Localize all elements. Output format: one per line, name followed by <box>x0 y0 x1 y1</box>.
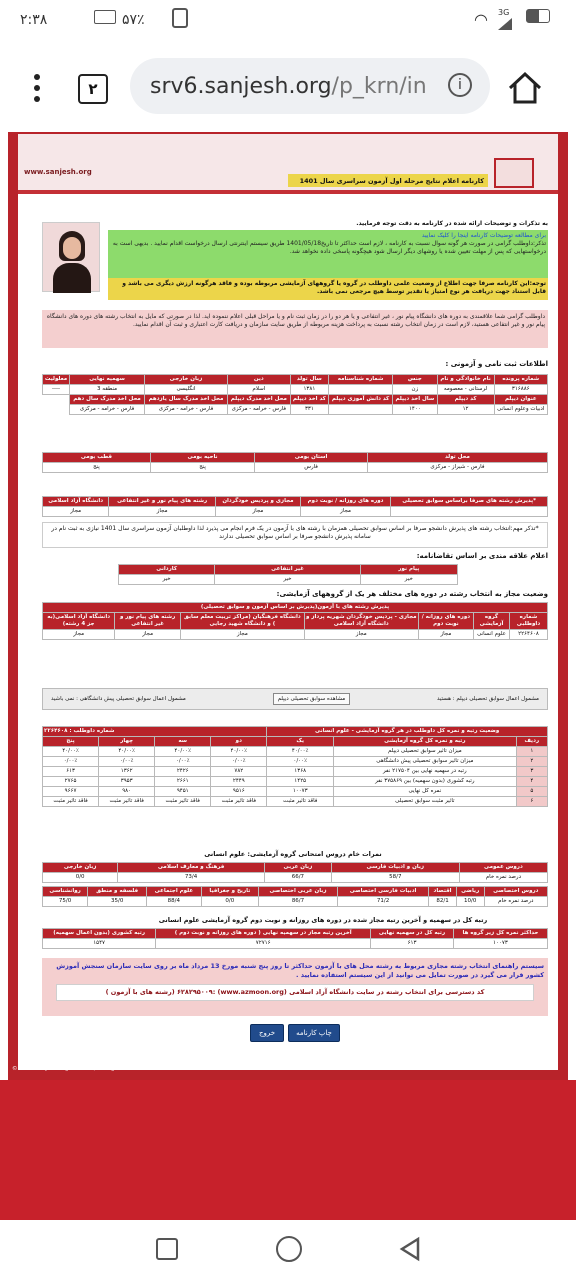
table-cell: 66/7 <box>264 873 331 883</box>
table-cell: پنج <box>43 463 151 473</box>
table-cell: ۲۴۴۹ <box>211 777 267 787</box>
column-header: محل تولد <box>367 453 547 463</box>
access-code: کد دسترسی برای انتخاب رشته در سایت دانشگاه آزاد اسلامی (www.azmoon.org) :۶۲۸۲۹۵۰۰۹ (رشته های با آزمون ) <box>56 984 534 1001</box>
table-cell: فاقد تاثیر مثبت <box>155 797 211 807</box>
column-header: کد دیپلم <box>437 395 494 405</box>
column-header: دانشگاه آزاد اسلامی <box>43 497 109 507</box>
table-cell: علوم انسانی <box>474 630 510 640</box>
table-cell <box>329 405 393 415</box>
column-header: نام خانوادگی و نام <box>437 375 494 385</box>
column-header: مجازی - پردیس خودگردان شهریه پرداز و دانشگاه آزاد اسلامی <box>304 613 418 630</box>
column-header: روانشناسی <box>43 887 88 897</box>
column-header: معلولیت <box>43 375 70 385</box>
admission-note: *تذکر مهم:انتخاب رشته های پذیرش دانشجو صرفا بر اساس سوابق تحصیلی همزمان با رشته های با آزمون در یک فرم انجام می پذیرد لذا داوطلبان آزمون سراسری سال 1401 نیازی به ثبت نام در سامانه پذیرش دانشجو صرفا بر اساس سوابق تحصیلی ندارند <box>42 522 548 548</box>
column-header: دانشگاه فرهنگیان (مراکز تربیت معلم سابق ) و دانشگاه شهید رجایی <box>180 613 304 630</box>
exit-button[interactable]: خروج <box>250 1024 284 1042</box>
column-header: پنج <box>43 737 99 747</box>
column-header: تاریخ و جغرافیا <box>201 887 259 897</box>
table-cell: رتبه کشوری (بدون سهمیه) بین ۳۷۵۸۶۹ نفر <box>334 777 517 787</box>
column-header: شماره پرونده <box>494 375 547 385</box>
table-cell: ۱ <box>516 747 547 757</box>
column-header: یک <box>267 737 334 747</box>
table-cell: مجاز <box>418 630 473 640</box>
column-header: فرهنگ و معارف اسلامی <box>118 863 265 873</box>
table-cell: 0/0 <box>43 873 118 883</box>
url-host: srv6.sanjesh.org <box>150 73 332 99</box>
column-header: سال اخذ دیپلم <box>393 395 437 405</box>
table-cell: ۰/۰۰٪ <box>155 757 211 767</box>
general-scores-table <box>42 862 548 883</box>
birthplace-table <box>42 452 548 473</box>
table-cell: ۳ <box>516 767 547 777</box>
table-cell: ۱۰۰۷۳ <box>267 787 334 797</box>
column-header: سه <box>155 737 211 747</box>
table-cell: مجاز <box>215 507 300 517</box>
explanation-link[interactable]: برای مطالعه توضیحات کارنامه اینجا را کلیک نمایید <box>421 232 546 239</box>
table-cell: مجاز <box>43 507 109 517</box>
table-cell: ۵ <box>516 787 547 797</box>
table-cell: ۹۸۰ <box>99 787 155 797</box>
column-header: حداکثر نمره کل زیر گروه ها <box>453 929 547 939</box>
table-cell: مجاز <box>43 630 115 640</box>
table-cell: منطقه 3 <box>70 385 145 395</box>
table-cell: 71/2 <box>337 897 428 907</box>
notice-warning: توجه:این کارنامه صرفا جهت اطلاع از وضعیت علمی داوطلب در گروه یا گروههای آزمایشی مربوطه بوده و فاقد هرگونه ارزش دیگری می باشد و قابل استناد جهت دریافت هر نوع امتیاز یا تقدیر توسط هیچ مرجعی نمی باشد. <box>108 278 548 300</box>
table-cell: فاقد تاثیر مثبت <box>211 797 267 807</box>
table-cell: ۳۳۱ <box>290 405 328 415</box>
column-header: دانشگاه آزاد اسلامی(به جز 4 رشته) <box>43 613 115 630</box>
column-header: رتبه کل در سهمیه نهایی <box>371 929 454 939</box>
column-header: ردیف <box>516 737 547 747</box>
table-cell: 58/7 <box>331 873 459 883</box>
column-header: زبان عربی اختصاصی <box>259 887 338 897</box>
final-rank-title: رتبه کل در سهمیه و آخرین رتبه مجاز شده در دوره های روزانه و نوبت دوم گروه آزمایشی علوم انسانی <box>158 916 488 924</box>
table-cell: 75/0 <box>43 897 88 907</box>
wifi-icon: ◠ <box>474 10 488 29</box>
column-header: محل اخذ مدرک سال یازدهم <box>145 395 228 405</box>
table-cell: ۶ <box>516 797 547 807</box>
column-header: دو <box>211 737 267 747</box>
home-icon[interactable] <box>506 70 544 106</box>
site-header <box>18 134 558 194</box>
table-row <box>43 747 548 757</box>
table-row <box>43 767 548 777</box>
table-cell: ۴۰/۰۰٪ <box>99 747 155 757</box>
allowed-section-title: وضعیت مجاز به انتخاب رشته در دوره های مختلف هر یک از گروههای آزمایشی: <box>276 590 548 598</box>
table-cell: 82/1 <box>429 897 457 907</box>
admission-table <box>42 496 548 517</box>
final-rank-table <box>42 928 548 949</box>
site-link[interactable]: www.sanjesh.org <box>24 168 92 176</box>
table-cell: ۳۹۵۳ <box>99 777 155 787</box>
column-header: دروس عمومی <box>459 863 547 873</box>
column-header: دوره های روزانه / نوبت دوم <box>300 497 390 507</box>
column-header: دین <box>227 375 290 385</box>
column-header: عنوان دیپلم <box>494 395 547 405</box>
table-row <box>43 787 548 797</box>
menu-icon[interactable] <box>34 74 40 102</box>
column-header: محل اخذ مدرک دیپلم <box>227 395 290 405</box>
table-cell: ۰/۰۰٪ <box>211 757 267 767</box>
allowed-top-header: پذیرش رشته های با آزمون(پذیرش بر اساس آزمون و سوابق تحصیلی) <box>43 603 548 613</box>
column-header: زبان عربی <box>264 863 331 873</box>
tab-count-button[interactable]: ۲ <box>78 74 108 104</box>
recent-apps-icon[interactable] <box>156 1238 178 1260</box>
table-cell: 86/7 <box>259 897 338 907</box>
column-header: ناحیه بومی <box>150 453 254 463</box>
table-cell: مجاز <box>180 630 304 640</box>
column-header: گروه آزمایشی <box>474 613 510 630</box>
view-diploma-button[interactable]: مشاهده سوابق تحصیلی دیپلم <box>273 693 351 705</box>
table-cell: درصد نمره خام <box>484 897 547 907</box>
table-cell: میزان تاثیر سوابق تحصیلی دیپلم <box>334 747 517 757</box>
table-cell: 10/0 <box>456 897 484 907</box>
column-header: کد دانش آموزی دیپلم <box>329 395 393 405</box>
table-cell: ۳۱۶۸۸۶ <box>494 385 547 395</box>
table-cell: ---- <box>43 385 70 395</box>
table-cell: ۹۶۶۷ <box>43 787 99 797</box>
table-cell: زن <box>393 385 437 395</box>
webpage <box>0 132 576 1080</box>
table-cell: ادبیات وعلوم انسانی <box>494 405 547 415</box>
column-header: علوم اجتماعی <box>147 887 202 897</box>
column-header: سهمیه نهایی <box>70 375 145 385</box>
table-cell: ۲۶۶۱ <box>155 777 211 787</box>
status-bar <box>0 0 576 40</box>
table-cell: 88/4 <box>147 897 202 907</box>
table-cell <box>391 507 548 517</box>
table-row <box>43 797 548 807</box>
column-header: فلسفه و منطق <box>88 887 147 897</box>
table-cell: ۶۱۳ <box>371 939 454 949</box>
table-cell: ۴۰/۰۰٪ <box>267 747 334 757</box>
column-header: قطب بومی <box>43 453 151 463</box>
battery-level: ۵۷٪ <box>122 12 145 28</box>
table-cell: ۶۱۳ <box>43 767 99 777</box>
page-frame <box>8 132 568 1080</box>
table-cell: ۰/۰۰٪ <box>267 757 334 767</box>
table-cell: خیر <box>215 575 360 585</box>
table-cell: ۱۵۴۷ <box>43 939 156 949</box>
table-cell: ۱۴۰۰ <box>393 405 437 415</box>
table-cell: پنج <box>150 463 254 473</box>
interest-table <box>118 564 458 585</box>
diploma-box <box>42 688 548 710</box>
gallery-icon <box>94 10 116 24</box>
table-cell: مجاز <box>109 507 216 517</box>
table-cell: 0/0 <box>201 897 259 907</box>
table-cell: 73/4 <box>118 873 265 883</box>
table-cell: مجاز <box>300 507 390 517</box>
column-header: کد اخذ دیپلم <box>290 395 328 405</box>
table-cell: ۷۸۲ <box>211 767 267 777</box>
table-cell: فارس <box>255 463 368 473</box>
signal-icon <box>498 18 512 30</box>
column-header: رشته های پیام نور و غیر انتفاعی <box>115 613 181 630</box>
column-header: استان بومی <box>255 453 368 463</box>
rank-table <box>42 726 548 807</box>
table-cell: ۲ <box>516 757 547 767</box>
table-cell: خیر <box>360 575 457 585</box>
copyright: © 2022 Sanjesh Organization, All Right Reserved <box>12 1066 148 1072</box>
registration-section-title: اطلاعات ثبت نامی و آزمونی : <box>445 360 548 368</box>
page-title: کارنامه اعلام نتایج مرحله اول آزمون سراسری سال 1401 <box>288 174 488 187</box>
candidate-photo <box>42 222 100 292</box>
table-cell: 35/0 <box>88 897 147 907</box>
table-cell: اسلام <box>227 385 290 395</box>
column-header: آخرین رتبه مجاز در سهمیه نهایی ( دوره های روزانه و نوبت دوم ) <box>156 929 371 939</box>
registration-table <box>42 374 548 415</box>
column-header: سال تولد <box>290 375 328 385</box>
column-header: *پذیرش رشته های صرفا براساس سوابق تحصیلی <box>391 497 548 507</box>
nfc-icon <box>172 8 188 28</box>
table-cell: مجاز <box>115 630 181 640</box>
column-header: مجازی و پردیس خودگردان <box>215 497 300 507</box>
column-header: رتبه کشوری (بدون اعمال سهمیه) <box>43 929 156 939</box>
table-cell: ۰/۰۰٪ <box>99 757 155 767</box>
column-header: ادبیات فارسی اختصاصی <box>337 887 428 897</box>
address-bar[interactable] <box>130 58 490 114</box>
table-cell: فاقد تاثیر مثبت <box>43 797 99 807</box>
sanjesh-logo <box>494 158 534 188</box>
table-row <box>43 777 548 787</box>
rank-title: وضعیت رتبه و نمره کل داوطلب در هر گروه آزمایشی - علوم انسانی <box>267 727 548 737</box>
table-cell: ۱۴۲۵ <box>267 777 334 787</box>
back-icon[interactable] <box>398 1236 422 1262</box>
column-header: غیر انتفاعی <box>215 565 360 575</box>
table-cell: ۴ <box>516 777 547 787</box>
report-card <box>18 134 558 1070</box>
raw-scores-title: نمرات خام دروس امتحانی گروه آزمایشی: علوم انسانی <box>204 850 382 858</box>
table-cell: میزان تاثیر سوابق تحصیلی پیش دانشگاهی <box>334 757 517 767</box>
browser-toolbar <box>0 40 576 130</box>
pre-university-status: مشمول اعمال سوابق تحصیلی پیش دانشگاهی : نمی باشید <box>51 696 186 702</box>
column-header: دوره های روزانه / نوبت دوم <box>418 613 473 630</box>
table-cell: ۱۲ <box>437 405 494 415</box>
column-header: شماره شناسنامه <box>329 375 393 385</box>
interest-section-title: اعلام علاقه مندی بر اساس تقاضانامه: <box>416 552 548 560</box>
navigation-bar <box>0 1220 576 1280</box>
column-header: چهار <box>99 737 155 747</box>
column-header: زبان و ادبیات فارسی <box>331 863 459 873</box>
column-header: پیام نور <box>360 565 457 575</box>
print-button[interactable]: چاپ کارنامه <box>288 1024 340 1042</box>
column-header: دروس اختصاصی <box>484 887 547 897</box>
table-cell: ۱۳۶۸ <box>267 767 334 777</box>
table-cell: فاقد تاثیر مثبت <box>99 797 155 807</box>
table-cell: رتبه در سهمیه نهایی بین ۲۱۷۵۰۴ نفر <box>334 767 517 777</box>
table-cell: تاثیر مثبت سوابق تحصیلی <box>334 797 517 807</box>
network-type: 3G <box>498 8 510 17</box>
specialized-scores-table <box>42 886 548 907</box>
table-cell: ۹۵۱۶ <box>211 787 267 797</box>
table-cell: مجاز <box>304 630 418 640</box>
table-cell <box>329 385 393 395</box>
info-icon[interactable]: i <box>448 73 472 97</box>
table-cell: فارس - خرامه - مرکزی <box>227 405 290 415</box>
diploma-status: مشمول اعمال سوابق تحصیلی دیپلم : هستید <box>436 696 539 702</box>
url-path: /p_krn/in <box>331 73 427 99</box>
table-cell: ۷۲۷۱۶ <box>156 939 371 949</box>
table-cell: ۲۴۲۶ <box>155 767 211 777</box>
clock: ۲:۳۸ <box>20 12 48 28</box>
column-header: رتبه و نمره کل گروه آزمایشی <box>334 737 517 747</box>
table-cell: فارس - شیراز - مرکزی <box>367 463 547 473</box>
notice-heading: به تذکرات و توضیحات ارائه شده در کارنامه به دقت توجه فرمایید. <box>356 220 548 227</box>
column-header: ریاضی <box>456 887 484 897</box>
guide-box <box>42 958 548 1016</box>
table-cell: ۴۰/۰۰٪ <box>211 747 267 757</box>
table-cell: فارس - خرامه - مرکزی <box>70 405 145 415</box>
notice-green <box>108 230 548 278</box>
column-header: زبان خارجی <box>145 375 228 385</box>
table-cell: فاقد تاثیر مثبت <box>267 797 334 807</box>
table-cell: ۲۷۶۵ <box>43 777 99 787</box>
table-cell: نمره کل نهایی <box>334 787 517 797</box>
table-cell: ۱۳۶۲ <box>99 767 155 777</box>
column-header: رشته های پیام نور و غیر انتفاعی <box>109 497 216 507</box>
table-cell: فارس - خرامه - مرکزی <box>145 405 228 415</box>
guide-text: سیستم راهنمای انتخاب رشته مجازی مربوط به رشته محل های با آزمون حداکثر تا روز پنج شنبه مورخ 13 مرداد ماه بر روی سایت سازمان سنجش آموزش کشور قرار می گیرد در صورت تمایل می توانید از این سیستم استفاده نمایید . <box>56 962 544 979</box>
table-cell: ۴۰/۰۰٪ <box>43 747 99 757</box>
table-cell: ۱۳۸۱ <box>290 385 328 395</box>
home-nav-icon[interactable] <box>276 1236 302 1262</box>
column-header: اقتصاد <box>429 887 457 897</box>
table-cell: ۴۰/۰۰٪ <box>155 747 211 757</box>
table-cell: لرستانی - معصومه <box>437 385 494 395</box>
table-cell: درصد نمره خام <box>459 873 547 883</box>
table-cell: خیر <box>119 575 215 585</box>
column-header: زبان خارجی <box>43 863 118 873</box>
table-cell: ۰/۰۰٪ <box>43 757 99 767</box>
battery-icon <box>526 9 550 23</box>
column-header: شماره داوطلبی <box>509 613 547 630</box>
column-header: محل اخذ مدرک سال دهم <box>70 395 145 405</box>
table-cell: ۱۰۰۷۳ <box>453 939 547 949</box>
column-header: جنس <box>393 375 437 385</box>
notice-reminder: تذکر:داوطلب گرامی در صورت هر گونه سوال نسبت به کارنامه ، لازم است حداکثر تا تاریخ1401/05/18 طریق سیستم اینترنتی ارسال درخواست اقدام نمایید . بدیهی است به درخواستهایی که پس از مهلت تعیین شده یا روشهای دیگر ارسال شود هیچگونه پاسخی داده نخواهد شد. <box>112 240 546 255</box>
table-cell: ۲۲۶۴۶۰۸ <box>509 630 547 640</box>
candidate-number: شماره داوطلب : ۲۲۶۴۶۰۸ <box>43 727 267 737</box>
table-row <box>43 757 548 767</box>
pink-notice: داوطلب گرامی شما علاقمندی به دوره های دانشگاه پیام نور ، غیر انتفاعی و یا هر دو را در زمان ثبت نام و یا مراحل قبلی اعلام ننموده اید. لذا در صورتی که مایل به انتخاب رشته های دوره های دانشگاه پیام نور و غیر انتفاعی هستید، لازم است در زمان انتخاب رشته نسبت به پرداخت هزینه مربوطه از طریق سایت سازمان و دریافت کارت اعتباری و ثبت آن اقدام نمایید. <box>42 310 548 348</box>
table-cell: انگلیسی <box>145 385 228 395</box>
column-header: کاردانی <box>119 565 215 575</box>
table-cell: ۹۴۵۱ <box>155 787 211 797</box>
allowed-table <box>42 602 548 640</box>
